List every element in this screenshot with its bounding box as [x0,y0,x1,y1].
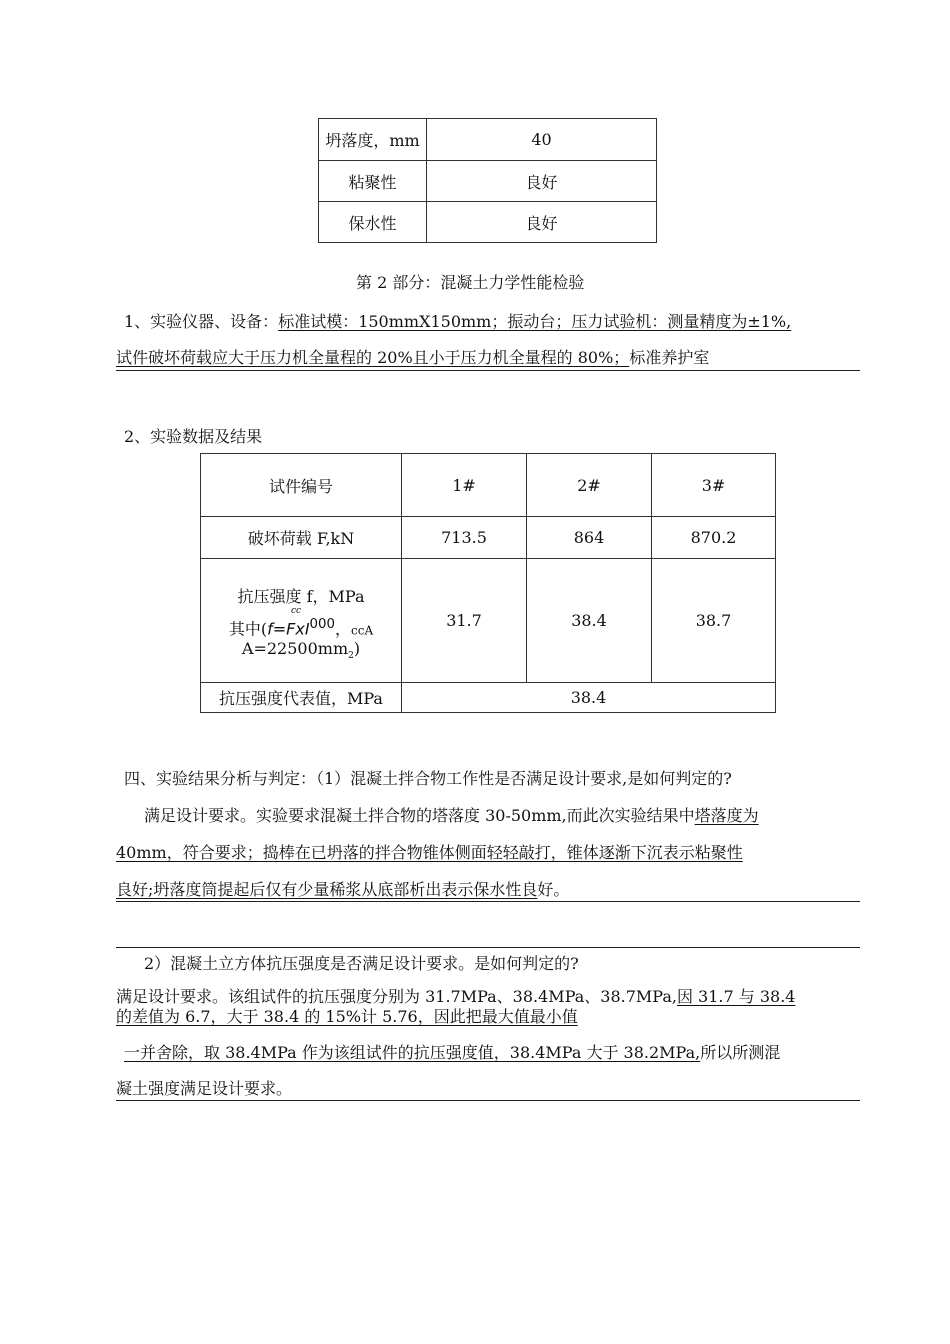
analysis-p1-line1: 满足设计要求。实验要求混凝土拌合物的塔落度 30-50mm,而此次实验结果中塔落度为 [144,806,759,825]
strength-label [201,559,402,683]
results-table [200,453,776,713]
cohesion-value: 良好 [427,161,657,202]
water-retention-value: 良好 [427,202,657,243]
equipment-prefix: 1、实验仪器、设备： [124,312,279,331]
equipment-tail: 标准养护室 [629,348,710,367]
water-retention-label: 保水性 [319,202,427,243]
specimen-2-header: 2# [527,454,652,517]
strength-label-line3: $A=22500mm_2$) [241,638,361,661]
cohesion-label: 粘聚性 [319,161,427,202]
analysis-rule-1 [116,901,860,902]
strength-3: 38.7 [652,559,776,683]
strength-2: 38.4 [527,559,652,683]
equipment-text-2: 试件破坏荷载应大于压力机全量程的 20%且小于压力机全量程的 80%； [116,348,630,367]
workability-table [318,118,657,243]
slump-label: 坍落度，mm [319,119,427,161]
load-1: 713.5 [402,517,527,559]
specimen-1-header: 1# [402,454,527,517]
part2-title: 第 2 部分：混凝土力学性能检验 [356,273,585,292]
data-heading: 2、实验数据及结果 [124,427,263,446]
representative-value: 38.4 [402,683,776,713]
analysis-p1-line2: 40mm，符合要求；捣棒在已坍落的拌合物锥体侧面轻轻敲打，锥体逐渐下沉表示粘聚性 [116,843,743,862]
analysis-p2-line4: 凝土强度满足设计要求。 [116,1079,293,1098]
strength-label-line2: 其中(f=FxI$^{000}$，ccA [228,617,374,639]
strength-label-subscript: cc [290,606,302,617]
analysis-p1-line3: 良好;坍落度筒提起后仅有少量稀浆从底部析出表示保水性良好。 [116,880,570,899]
strength-label-line1: 抗压强度 f，MPa [237,587,365,607]
slump-value: 40 [427,119,657,161]
equipment-text-1: 标准试模：150mmX150mm；振动台；压力试验机：测量精度为±1%, [278,312,792,331]
equipment-line-1 [124,309,791,332]
analysis-question-2: 2）混凝土立方体抗压强度是否满足设计要求。是如何判定的? [144,954,579,973]
analysis-p2-line1: 满足设计要求。该组试件的抗压强度分别为 31.7MPa、38.4MPa、38.7MPa,因 31.7 与 38.4 [116,987,796,1006]
specimen-no-header: 试件编号 [201,454,402,517]
analysis-p2-line2: 的差值为 6.7，大于 38.4 的 15%计 5.76，因此把最大值最小值 [116,1007,578,1026]
representative-label: 抗压强度代表值，MPa [201,683,402,713]
analysis-rule-3 [116,1100,860,1101]
analysis-rule-2 [116,947,860,948]
load-2: 864 [527,517,652,559]
strength-1: 31.7 [402,559,527,683]
load-3: 870.2 [652,517,776,559]
load-label: 破坏荷载 F,kN [201,517,402,559]
analysis-p2-line3: 一并舍除，取 38.4MPa 作为该组试件的抗压强度值，38.4MPa 大于 38.2MPa,所以所测混 [124,1043,781,1062]
equipment-rule [116,370,860,371]
analysis-heading: 四、实验结果分析与判定：（1）混凝土拌合物工作性是否满足设计要求,是如何判定的? [124,769,732,788]
equipment-line-2 [116,345,709,368]
specimen-3-header: 3# [652,454,776,517]
